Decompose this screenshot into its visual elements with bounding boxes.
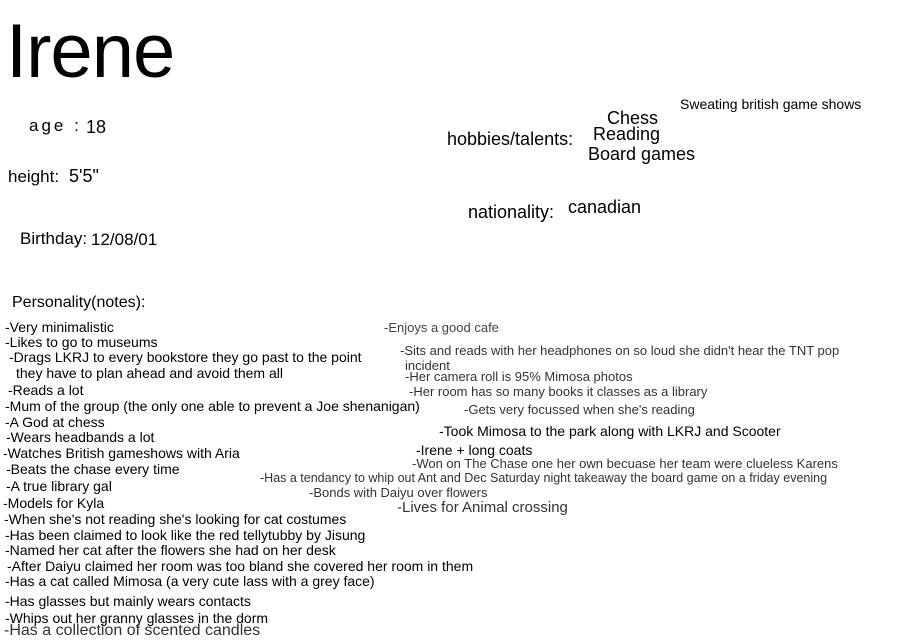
note-right: -Her room has so many books it classes as a library <box>409 384 708 399</box>
note-right: -Has a tendancy to whip out Ant and Dec Saturday night takeaway the board game on a friday evening <box>260 471 828 485</box>
nationality-value: canadian <box>568 197 642 217</box>
note-left: -Likes to go to museums <box>5 334 158 350</box>
note-right: -Enjoys a good cafe <box>384 320 499 335</box>
note-left: -Watches British gameshows with Aria <box>3 445 240 461</box>
note-right: -Irene + long coats <box>416 442 533 458</box>
hobby-item: Board games <box>588 144 696 164</box>
note-left: -Very minimalistic <box>5 319 114 335</box>
age-value: 18 <box>86 117 107 137</box>
note-left: -Drags LKRJ to every bookstore they go past to the point <box>9 349 362 365</box>
height-label: height: <box>8 167 60 186</box>
hobbies-label: hobbies/talents: <box>447 129 574 149</box>
note-right: incident <box>405 358 450 373</box>
birthday-label: Birthday: <box>20 229 88 248</box>
note-left: -Whips out her granny glasses in the dorm <box>5 610 269 626</box>
height-value: 5'5" <box>69 166 99 186</box>
note-right: -Bonds with Daiyu over flowers <box>309 485 488 500</box>
note-right: -Gets very focussed when she's reading <box>464 402 695 417</box>
note-left: -Named her cat after the flowers she had on her desk <box>5 542 336 558</box>
hobbies-note: Sweating british game shows <box>680 96 862 112</box>
note-left: -A God at chess <box>5 414 105 430</box>
character-name: Irene <box>6 9 175 94</box>
hobby-item: Chess <box>607 108 659 128</box>
note-left: -Has a cat called Mimosa (a very cute lass with a grey face) <box>5 573 375 589</box>
birthday-value: 12/08/01 <box>91 230 158 249</box>
note-left: -After Daiyu claimed her room was too bland she covered her room in them <box>7 558 474 574</box>
note-right: -Won on The Chase one her own becuase her team were clueless Karens <box>412 456 838 471</box>
note-left: -Wears headbands a lot <box>6 429 155 445</box>
note-left: -Has a collection of scented candles <box>4 622 261 639</box>
personality-heading: Personality(notes): <box>12 294 146 311</box>
note-left: -When she's not reading she's looking for cat costumes <box>4 511 347 527</box>
note-right: -Lives for Animal crossing <box>397 499 568 516</box>
note-left: -A true library gal <box>6 478 112 494</box>
note-right: -Sits and reads with her headphones on so loud she didn't hear the TNT pop <box>400 343 840 358</box>
note-left: -Mum of the group (the only one able to prevent a Joe shenanigan) <box>5 398 420 414</box>
nationality-label: nationality: <box>468 202 555 222</box>
note-left: -Models for Kyla <box>3 495 105 511</box>
hobby-item: Reading <box>593 124 661 144</box>
note-right: -Her camera roll is 95% Mimosa photos <box>405 369 633 384</box>
age-label: age : <box>29 116 82 135</box>
note-left: -Reads a lot <box>8 382 84 398</box>
note-left: they have to plan ahead and avoid them all <box>16 365 283 381</box>
note-left: -Has been claimed to look like the red tellytubby by Jisung <box>5 527 366 543</box>
note-left: -Has glasses but mainly wears contacts <box>5 593 251 609</box>
note-right: -Took Mimosa to the park along with LKRJ and Scooter <box>439 423 781 439</box>
note-left: -Beats the chase every time <box>6 461 180 477</box>
